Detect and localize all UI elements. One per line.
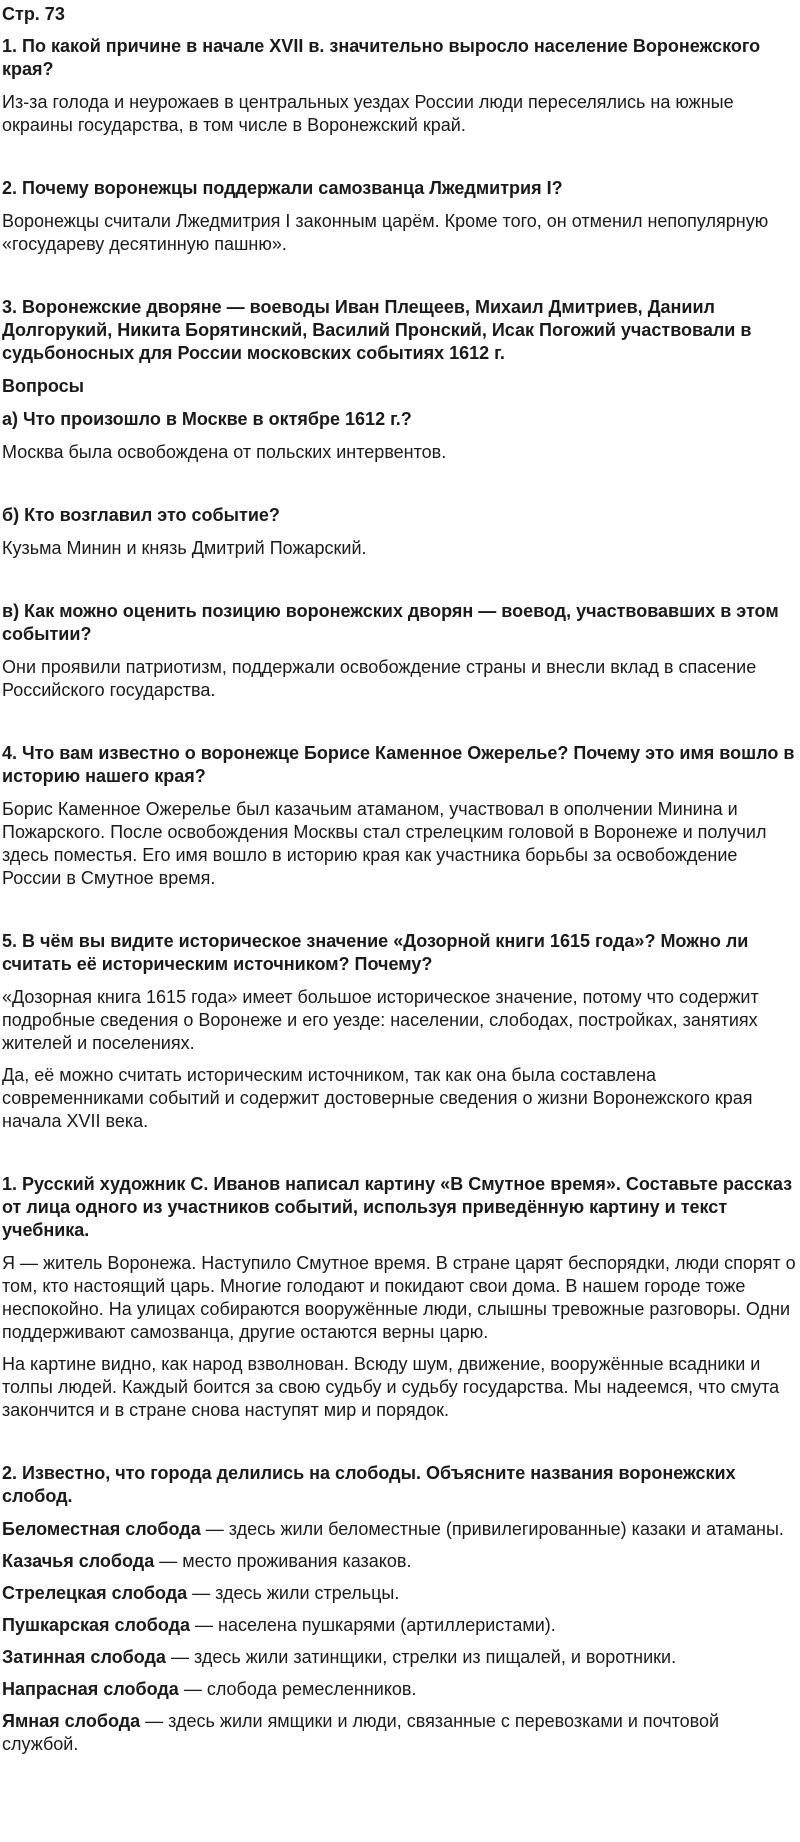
- definition-item: [2, 1614, 798, 1637]
- page-number: Стр. 73: [2, 4, 65, 24]
- answer-text: Москва была освобождена от польских интервентов.: [2, 442, 447, 462]
- questions-subheading: Вопросы: [2, 376, 85, 396]
- spacer: [2, 899, 798, 930]
- subquestion-a: а) Что произошло в Москве в октябре 1612 г.?: [2, 409, 412, 429]
- question-text: 2. Почему воронежцы поддержали самозванца Лжедмитрия I?: [2, 178, 563, 198]
- definition-item: [2, 1678, 798, 1701]
- definition-item: [2, 1710, 798, 1756]
- definition-item: [2, 1646, 798, 1669]
- definition-term: Ямная слобода: [2, 1711, 141, 1731]
- definition-term: Затинная слобода: [2, 1647, 166, 1667]
- definition-text: — населена пушкарями (артиллеристами).: [190, 1615, 556, 1635]
- question-text: 1. Русский художник С. Иванов написал картину «В Смутное время». Составьте рассказ от лица одного из участников событий, используя приведённую картину и текст учебника.: [2, 1174, 793, 1240]
- question-text: 5. В чём вы видите историческое значение «Дозорной книги 1615 года»? Можно ли считать её историческим источником? Почему?: [2, 931, 749, 974]
- definition-text: — здесь жили стрельцы.: [187, 1583, 400, 1603]
- definition-item: [2, 1550, 798, 1573]
- definition-term: Стрелецкая слобода: [2, 1583, 188, 1603]
- definition-term: Напрасная слобода: [2, 1679, 179, 1699]
- answer-text: Да, её можно считать историческим источником, так как она была составлена современниками событий и содержит достоверные сведения о жизни Воронежского края начала XVII века.: [2, 1065, 753, 1131]
- definition-item: [2, 1518, 798, 1541]
- answer-text: «Дозорная книга 1615 года» имеет большое историческое значение, потому что содержит подробные сведения о Воронеже и его уезде: населении, слободах, постройках, занятиях жителей и поселениях.: [2, 987, 759, 1053]
- task-block-1: [2, 1173, 798, 1422]
- definition-text: — место проживания казаков.: [154, 1551, 412, 1571]
- question-text: 1. По какой причине в начале XVII в. значительно выросло население Воронежского края?: [2, 36, 761, 79]
- answer-text: Воронежцы считали Лжедмитрия I законным царём. Кроме того, он отменил непопулярную «государеву десятинную пашню».: [2, 211, 769, 254]
- answer-text: Они проявили патриотизм, поддержали освобождение страны и внесли вклад в спасение Российского государства.: [2, 657, 757, 700]
- subquestion-c: в) Как можно оценить позицию воронежских дворян — воевод, участвовавших в этом событии?: [2, 601, 779, 644]
- answer-text: На картине видно, как народ взволнован. Всюду шум, движение, вооружённые всадники и толпы людей. Каждый боится за свою судьбу и судьбу государства. Мы надеемся, что смута закончится и в стране снова наступят мир и порядок.: [2, 1354, 780, 1420]
- answer-text: Борис Каменное Ожерелье был казачьим атаманом, участвовал в ополчении Минина и Пожарского. После освобождения Москвы стал стрелецким головой в Воронеже и получил здесь поместья. Его имя вошло в историю края как участника борьбы за освобождение России в Смутное время.: [2, 799, 767, 888]
- answer-text: Я — житель Воронежа. Наступило Смутное время. В стране царят беспорядки, люди спорят о том, кто настоящий царь. Многие голодают и покидают свои дома. В нашем городе тоже неспокойно. На улицах собираются вооружённые люди, слышны тревожные разговоры. Одни поддерживают самозванца, другие остаются верны царю.: [2, 1253, 796, 1342]
- question-block-3: [2, 296, 798, 702]
- definition-item: [2, 1582, 798, 1605]
- question-block-4: [2, 742, 798, 890]
- definition-text: — здесь жили беломестные (привилегированные) казаки и атаманы.: [200, 1519, 784, 1539]
- spacer: [2, 146, 798, 177]
- answer-text: Из-за голода и неурожаев в центральных уездах России люди переселялись на южные окраины государства, в том числе в Воронежский край.: [2, 92, 734, 135]
- spacer: [2, 1431, 798, 1462]
- subquestion-b: б) Кто возглавил это событие?: [2, 505, 280, 525]
- question-block-2: [2, 177, 798, 256]
- task-block-2: [2, 1462, 798, 1756]
- answer-text: Кузьма Минин и князь Дмитрий Пожарский.: [2, 538, 367, 558]
- definition-text: — слобода ремесленников.: [178, 1679, 417, 1699]
- spacer: [2, 265, 798, 296]
- definition-term: Беломестная слобода: [2, 1519, 201, 1539]
- definition-text: — здесь жили затинщики, стрелки из пищалей, и воротники.: [165, 1647, 677, 1667]
- spacer: [2, 711, 798, 742]
- spacer: [2, 473, 798, 504]
- definition-term: Пушкарская слобода: [2, 1615, 191, 1635]
- spacer: [2, 569, 798, 600]
- question-text: 3. Воронежские дворяне — воеводы Иван Плещеев, Михаил Дмитриев, Даниил Долгорукий, Никита Борятинский, Василий Пронский, Исак Погожий участвовали в судьбоносных для России московских событиях 1612 г.: [2, 297, 752, 363]
- definition-text: — здесь жили ямщики и люди, связанные с перевозками и почтовой службой.: [2, 1711, 720, 1754]
- question-text: 4. Что вам известно о воронежце Борисе Каменное Ожерелье? Почему это имя вошло в историю нашего края?: [2, 743, 795, 786]
- spacer: [2, 1142, 798, 1173]
- definition-term: Казачья слобода: [2, 1551, 155, 1571]
- question-text: 2. Известно, что города делились на слободы. Объясните названия воронежских слобод.: [2, 1463, 736, 1506]
- question-block-5: [2, 930, 798, 1133]
- question-block-1: [2, 35, 798, 137]
